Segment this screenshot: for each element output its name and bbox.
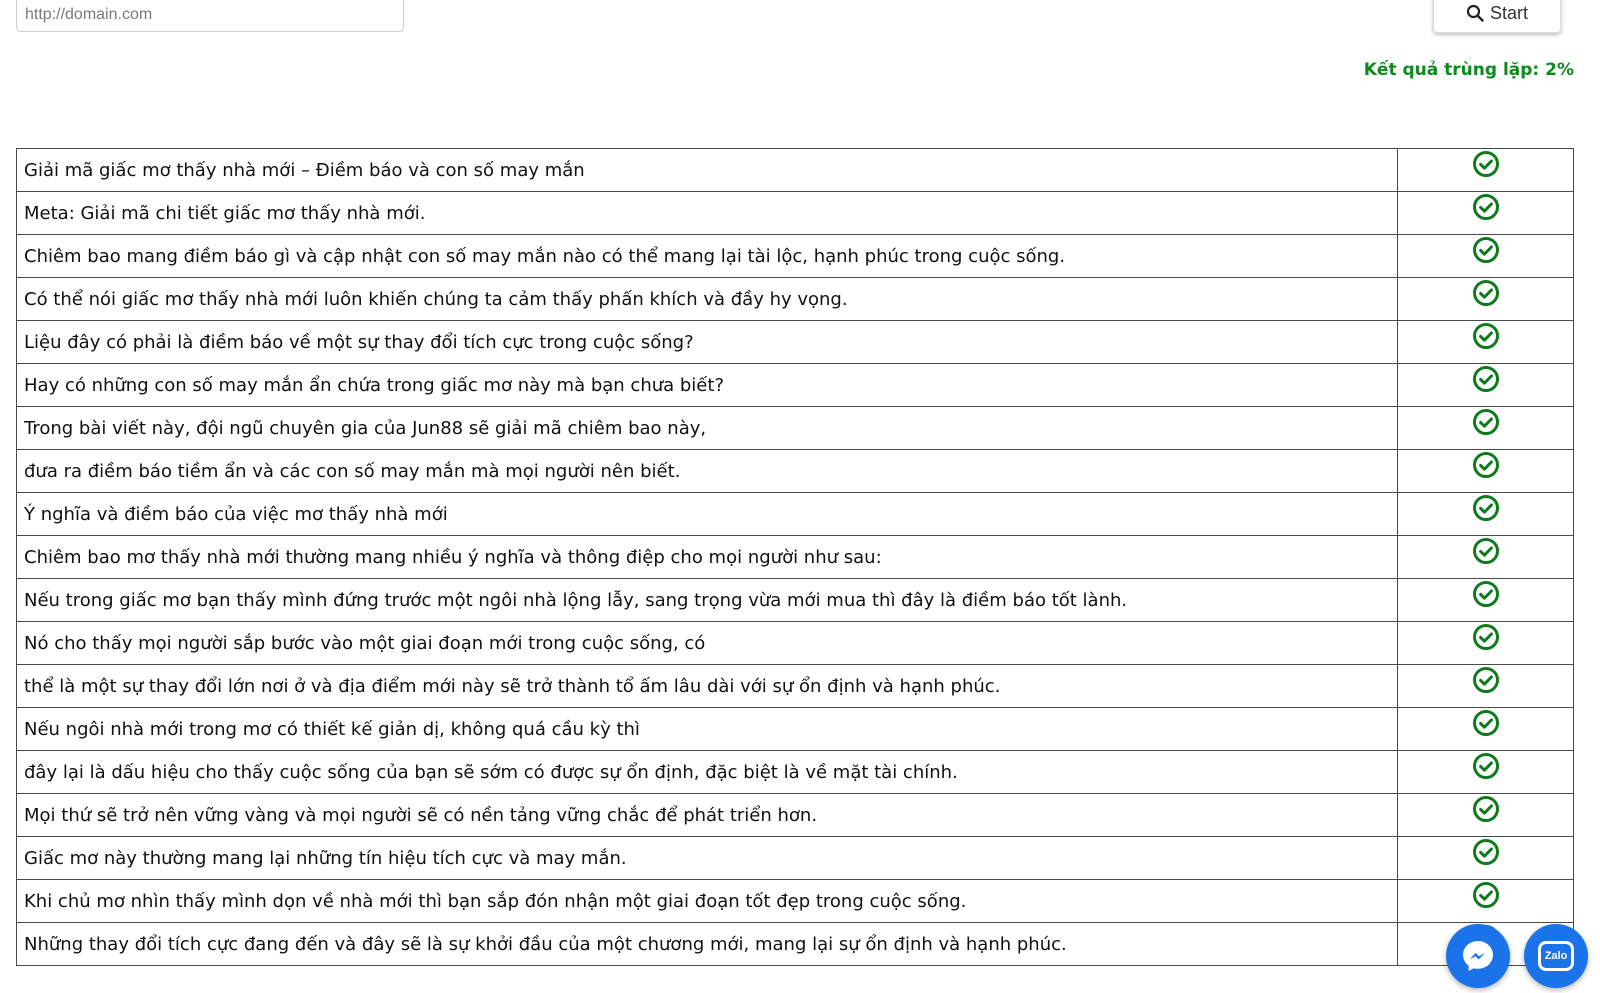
table-row xyxy=(17,923,1574,966)
search-icon xyxy=(1466,4,1484,22)
check-circle-icon xyxy=(1472,236,1500,264)
row-text: Chiêm bao mang điềm báo gì và cập nhật con số may mắn nào có thể mang lại tài lộc, hạnh phúc trong cuộc sống. xyxy=(17,235,1398,278)
table-row xyxy=(17,407,1574,450)
check-circle-icon xyxy=(1472,795,1500,823)
row-text: Giấc mơ này thường mang lại những tín hiệu tích cực và may mắn. xyxy=(17,837,1398,880)
row-text: Nếu trong giấc mơ bạn thấy mình đứng trước một ngôi nhà lộng lẫy, sang trọng vừa mới mua thì đây là điềm báo tốt lành. xyxy=(17,579,1398,622)
check-circle-icon xyxy=(1472,580,1500,608)
table-row xyxy=(17,321,1574,364)
check-circle-icon xyxy=(1472,881,1500,909)
check-circle-icon xyxy=(1472,494,1500,522)
row-status xyxy=(1398,708,1574,751)
zalo-label: Zalo xyxy=(1544,950,1568,962)
table-row xyxy=(17,837,1574,880)
table-row xyxy=(17,794,1574,837)
check-circle-icon xyxy=(1472,150,1500,178)
table-row xyxy=(17,751,1574,794)
check-circle-icon xyxy=(1472,709,1500,737)
check-circle-icon xyxy=(1472,322,1500,350)
duplicate-result: Kết quả trùng lặp: 2% xyxy=(1363,60,1574,80)
row-status xyxy=(1398,837,1574,880)
table-row xyxy=(17,708,1574,751)
row-text: Nếu ngôi nhà mới trong mơ có thiết kế giản dị, không quá cầu kỳ thì xyxy=(17,708,1398,751)
table-row xyxy=(17,579,1574,622)
row-status xyxy=(1398,622,1574,665)
row-status xyxy=(1398,321,1574,364)
check-circle-icon xyxy=(1472,279,1500,307)
start-button[interactable] xyxy=(1433,0,1561,33)
row-text: Trong bài viết này, đội ngũ chuyên gia của Jun88 sẽ giải mã chiêm bao này, xyxy=(17,407,1398,450)
row-text: Khi chủ mơ nhìn thấy mình dọn về nhà mới thì bạn sắp đón nhận một giai đoạn tốt đẹp trong cuộc sống. xyxy=(17,880,1398,923)
row-text: đây lại là dấu hiệu cho thấy cuộc sống của bạn sẽ sớm có được sự ổn định, đặc biệt là về mặt tài chính. xyxy=(17,751,1398,794)
row-status xyxy=(1398,149,1574,192)
row-text: Mọi thứ sẽ trở nên vững vàng và mọi người sẽ có nền tảng vững chắc để phát triển hơn. xyxy=(17,794,1398,837)
row-text: Giải mã giấc mơ thấy nhà mới – Điềm báo và con số may mắn xyxy=(17,149,1398,192)
check-circle-icon xyxy=(1472,666,1500,694)
check-circle-icon xyxy=(1472,193,1500,221)
row-text: Những thay đổi tích cực đang đến và đây sẽ là sự khởi đầu của một chương mới, mang lại sự ổn định và hạnh phúc. xyxy=(17,923,1398,966)
table-row xyxy=(17,536,1574,579)
row-text: Meta: Giải mã chi tiết giấc mơ thấy nhà mới. xyxy=(17,192,1398,235)
table-row xyxy=(17,149,1574,192)
table-row xyxy=(17,450,1574,493)
row-text: thể là một sự thay đổi lớn nơi ở và địa điểm mới này sẽ trở thành tổ ấm lâu dài với sự ổn định và hạnh phúc. xyxy=(17,665,1398,708)
table-row xyxy=(17,880,1574,923)
row-status xyxy=(1398,407,1574,450)
row-status xyxy=(1398,880,1574,923)
url-input[interactable] xyxy=(16,0,404,32)
row-text: Liệu đây có phải là điềm báo về một sự thay đổi tích cực trong cuộc sống? xyxy=(17,321,1398,364)
row-status xyxy=(1398,450,1574,493)
check-circle-icon xyxy=(1472,838,1500,866)
check-circle-icon xyxy=(1472,365,1500,393)
check-circle-icon xyxy=(1472,537,1500,565)
results-table xyxy=(16,148,1574,966)
start-button-label: Start xyxy=(1489,2,1528,23)
row-status xyxy=(1398,192,1574,235)
row-text: Nó cho thấy mọi người sắp bước vào một giai đoạn mới trong cuộc sống, có xyxy=(17,622,1398,665)
row-text: Hay có những con số may mắn ẩn chứa trong giấc mơ này mà bạn chưa biết? xyxy=(17,364,1398,407)
row-status xyxy=(1398,579,1574,622)
check-circle-icon xyxy=(1472,752,1500,780)
table-row xyxy=(17,278,1574,321)
row-status xyxy=(1398,235,1574,278)
row-status xyxy=(1398,364,1574,407)
table-row xyxy=(17,493,1574,536)
messenger-button[interactable] xyxy=(1446,924,1510,988)
row-text: Chiêm bao mơ thấy nhà mới thường mang nhiều ý nghĩa và thông điệp cho mọi người như sau: xyxy=(17,536,1398,579)
table-row xyxy=(17,364,1574,407)
row-status xyxy=(1398,493,1574,536)
row-text: Ý nghĩa và điềm báo của việc mơ thấy nhà mới xyxy=(17,493,1398,536)
row-text: Có thể nói giấc mơ thấy nhà mới luôn khiến chúng ta cảm thấy phấn khích và đầy hy vọng. xyxy=(17,278,1398,321)
table-row xyxy=(17,192,1574,235)
check-circle-icon xyxy=(1472,451,1500,479)
row-text: đưa ra điềm báo tiềm ẩn và các con số may mắn mà mọi người nên biết. xyxy=(17,450,1398,493)
row-status xyxy=(1398,794,1574,837)
row-status xyxy=(1398,751,1574,794)
row-status xyxy=(1398,665,1574,708)
row-status xyxy=(1398,536,1574,579)
messenger-icon xyxy=(1459,937,1497,975)
zalo-button[interactable] xyxy=(1524,924,1588,988)
check-circle-icon xyxy=(1472,623,1500,651)
table-row xyxy=(17,235,1574,278)
row-status xyxy=(1398,278,1574,321)
check-circle-icon xyxy=(1472,408,1500,436)
table-row xyxy=(17,665,1574,708)
table-row xyxy=(17,622,1574,665)
zalo-icon xyxy=(1538,941,1574,971)
